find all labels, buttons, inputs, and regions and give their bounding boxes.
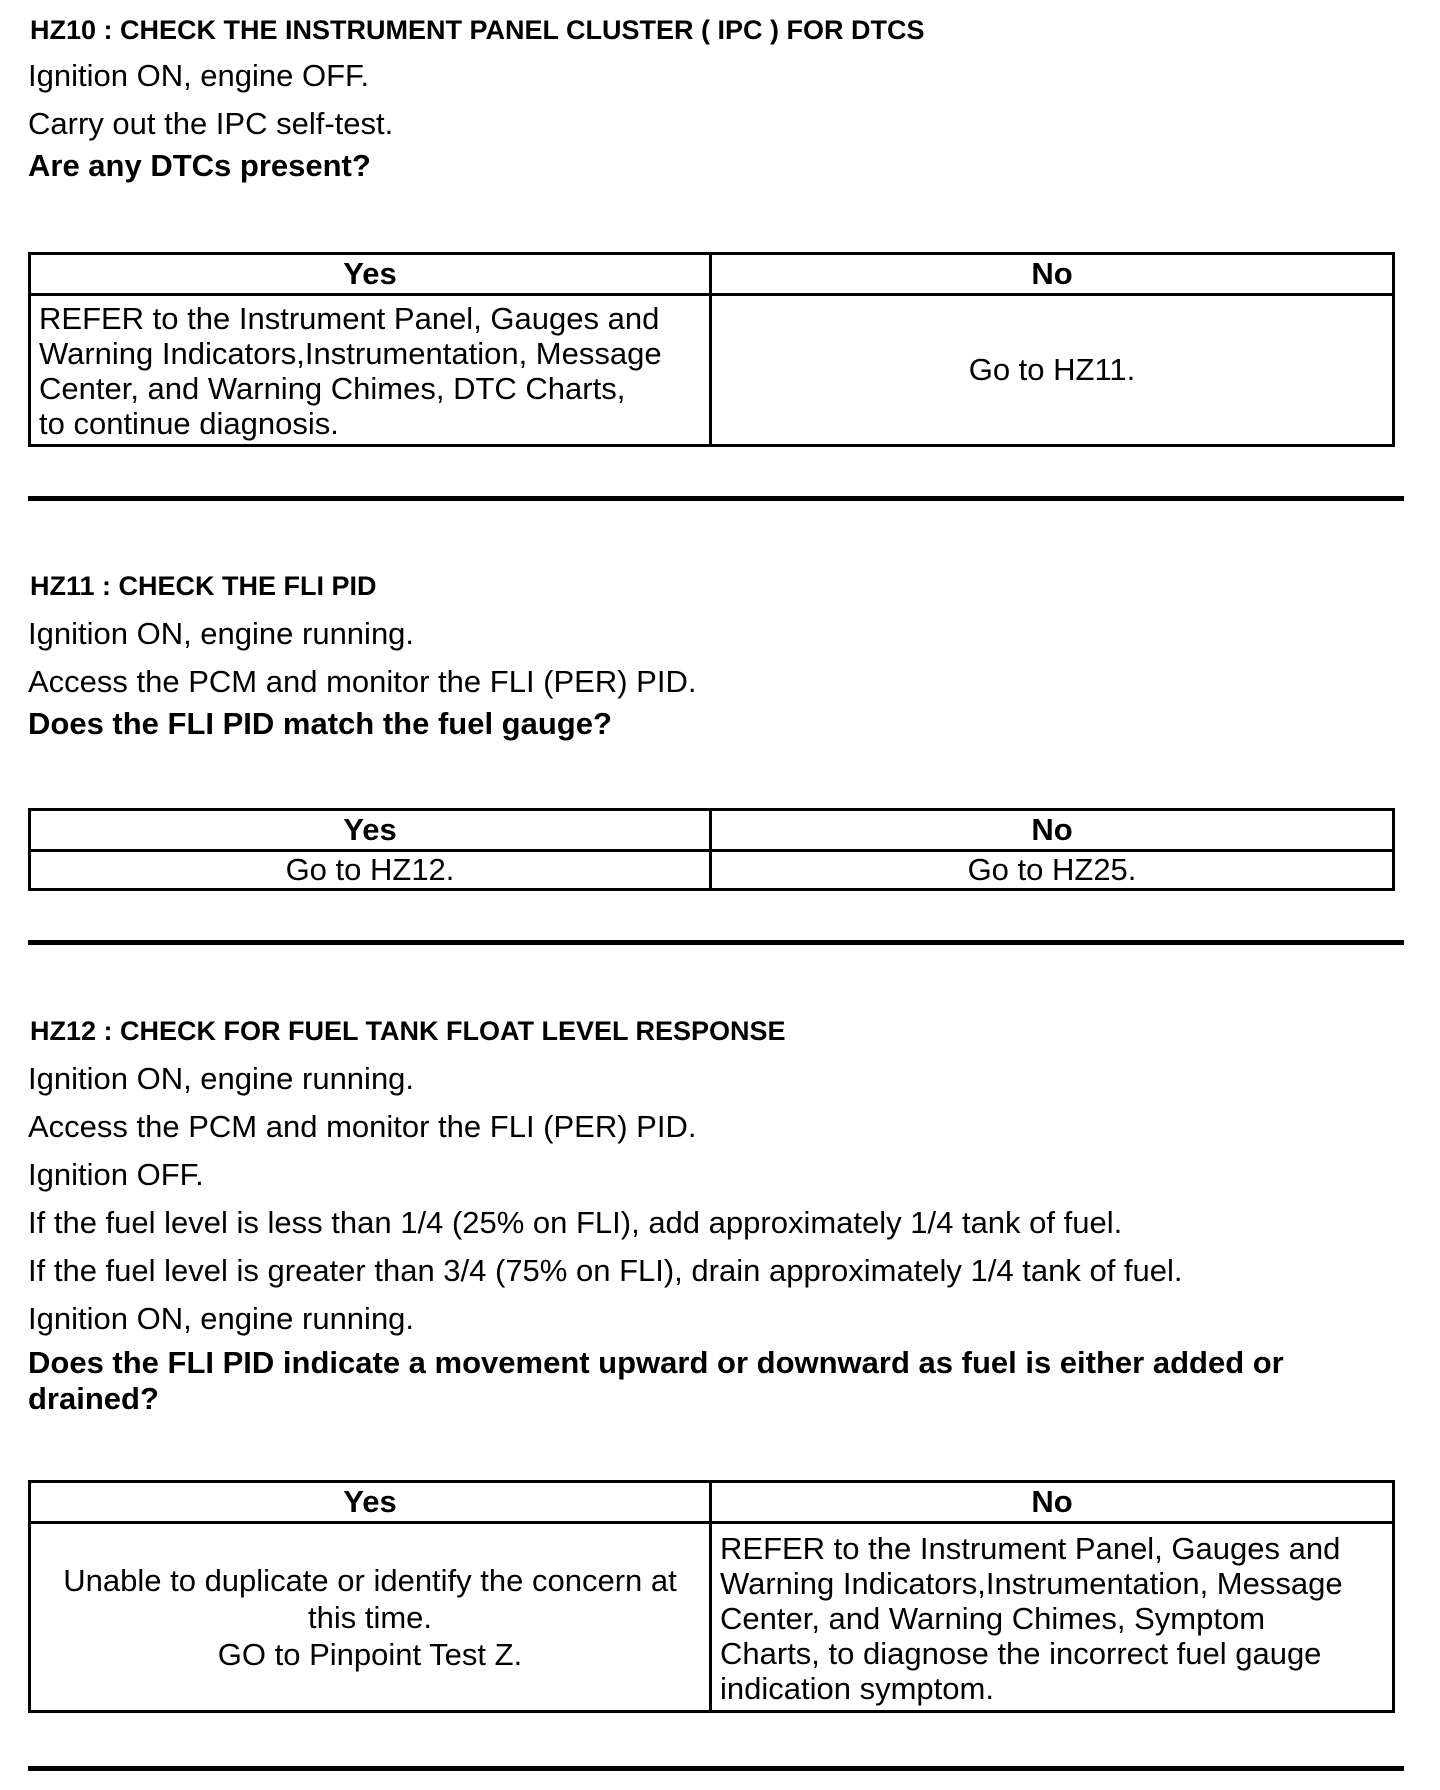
cell-line: this time.	[307, 1599, 433, 1635]
step-line: Ignition ON, engine running.	[28, 1301, 415, 1336]
section-divider	[28, 1766, 1404, 1771]
cell-line: REFER to the Instrument Panel, Gauges and	[39, 301, 660, 336]
result-table-hz12	[28, 1480, 1395, 1713]
table-header-row	[30, 254, 1394, 295]
no-header: No	[711, 1482, 1394, 1523]
question-hz10: Are any DTCs present?	[28, 148, 371, 183]
table-row	[30, 851, 1394, 890]
question-line: Does the FLI PID indicate a movement upward or downward as fuel is either added or	[28, 1345, 1284, 1380]
step-line: Ignition ON, engine running.	[28, 616, 415, 651]
step-line: Carry out the IPC self-test.	[28, 106, 394, 141]
table-header-row	[30, 1482, 1394, 1523]
yes-cell	[30, 1523, 711, 1712]
table-row	[30, 1523, 1394, 1712]
section-hz11	[28, 570, 1404, 742]
question-line: drained?	[28, 1381, 159, 1416]
step-title-hz12: HZ12 : CHECK FOR FUEL TANK FLOAT LEVEL RESPONSE	[30, 1016, 786, 1046]
result-table-hz11	[28, 808, 1395, 891]
result-table-hz10	[28, 252, 1395, 447]
step-line: If the fuel level is greater than 3/4 (75% on FLI), drain approximately 1/4 tank of fuel.	[28, 1253, 1183, 1288]
no-cell	[711, 1523, 1394, 1712]
no-header: No	[711, 810, 1394, 851]
table-header-row	[30, 810, 1394, 851]
cell-line: Unable to duplicate or identify the concern at	[63, 1562, 677, 1598]
section-hz12	[28, 1015, 1404, 1417]
cell-line: Center, and Warning Chimes, Symptom	[720, 1600, 1266, 1636]
no-header: No	[711, 254, 1394, 295]
cell-line: Center, and Warning Chimes, DTC Charts,	[39, 371, 626, 406]
yes-header: Yes	[30, 810, 711, 851]
step-line: Ignition OFF.	[28, 1157, 204, 1192]
cell-line: Warning Indicators,Instrumentation, Message	[39, 336, 662, 371]
table-row	[30, 295, 1394, 446]
yes-cell	[30, 295, 711, 446]
question-hz11: Does the FLI PID match the fuel gauge?	[28, 706, 612, 741]
step-title-hz11: HZ11 : CHECK THE FLI PID	[30, 571, 377, 601]
cell-line: to continue diagnosis.	[39, 406, 339, 441]
step-line: Access the PCM and monitor the FLI (PER) PID.	[28, 664, 697, 699]
cell-line: GO to Pinpoint Test Z.	[217, 1636, 523, 1672]
cell-line: indication symptom.	[720, 1670, 994, 1706]
step-line: Access the PCM and monitor the FLI (PER) PID.	[28, 1109, 697, 1144]
question-hz12	[28, 1345, 1404, 1417]
no-cell: Go to HZ25.	[711, 851, 1394, 890]
cell-line: REFER to the Instrument Panel, Gauges and	[720, 1530, 1341, 1566]
step-line: Ignition ON, engine OFF.	[28, 58, 370, 93]
section-divider	[28, 496, 1404, 501]
yes-cell: Go to HZ12.	[30, 851, 711, 890]
cell-line: Charts, to diagnose the incorrect fuel gauge	[720, 1635, 1322, 1671]
section-divider	[28, 940, 1404, 945]
cell-line: Warning Indicators,Instrumentation, Message	[720, 1565, 1343, 1601]
step-line: Ignition ON, engine running.	[28, 1061, 415, 1096]
step-title-hz10: HZ10 : CHECK THE INSTRUMENT PANEL CLUSTER ( IPC ) FOR DTCS	[30, 15, 925, 45]
step-line: If the fuel level is less than 1/4 (25% on FLI), add approximately 1/4 tank of fuel.	[28, 1205, 1123, 1240]
no-cell: Go to HZ11.	[711, 295, 1394, 446]
yes-header: Yes	[30, 254, 711, 295]
section-hz10	[28, 14, 1404, 184]
yes-header: Yes	[30, 1482, 711, 1523]
